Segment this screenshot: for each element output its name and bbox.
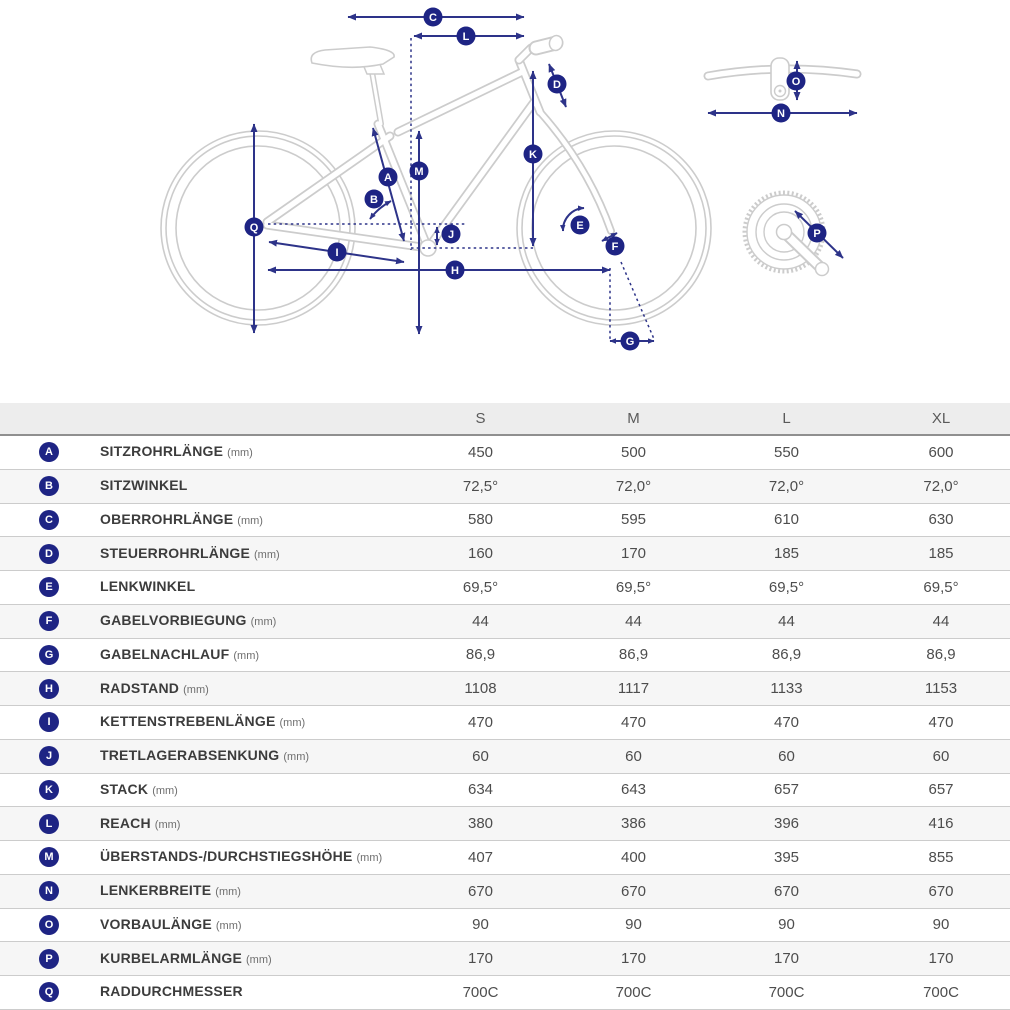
row-value-m: 60 — [625, 747, 642, 765]
row-label: RADDURCHMESSER — [100, 983, 243, 1000]
row-value-xl: 1153 — [924, 680, 958, 698]
row-unit: (mm) — [283, 751, 310, 764]
row-label: ÜBERSTANDS-/DURCHSTIEGSHÖHE — [100, 848, 353, 865]
row-value-xl: 630 — [928, 511, 954, 529]
row-label: REACH — [100, 814, 151, 831]
badge-k-icon — [524, 145, 543, 164]
row-value-m: 86,9 — [618, 646, 649, 664]
row-letter-badge: J — [39, 746, 59, 766]
row-letter-badge: I — [39, 712, 59, 732]
row-label-cell — [100, 713, 404, 731]
row-letter-badge: G — [39, 645, 59, 665]
table-row — [0, 504, 1010, 538]
size-column-header-l: L — [782, 410, 791, 427]
badge-b-icon — [365, 190, 384, 209]
row-label: SITZWINKEL — [100, 477, 188, 494]
table-row — [0, 774, 1010, 808]
table-header-row — [0, 403, 1010, 436]
row-value-s: 72,5° — [462, 477, 499, 495]
row-value-s: 160 — [467, 545, 494, 563]
row-value-s: 670 — [467, 882, 494, 900]
row-value-l: 1133 — [770, 680, 803, 698]
table-row — [0, 571, 1010, 605]
row-value-m: 72,0° — [615, 477, 652, 495]
row-value-xl: 416 — [928, 815, 954, 833]
table-row — [0, 436, 1010, 470]
row-value-s: 44 — [472, 612, 489, 630]
badge-g-icon — [621, 332, 640, 351]
badge-n-icon — [772, 104, 791, 123]
badge-letter: L — [462, 31, 470, 43]
row-value-m: 386 — [620, 815, 647, 833]
table-row — [0, 639, 1010, 673]
fork-outline — [540, 112, 611, 231]
row-unit: (mm) — [215, 886, 241, 899]
geometry-table — [0, 403, 1010, 1010]
row-letter-badge: E — [39, 577, 59, 597]
row-value-m: 1117 — [617, 680, 650, 698]
saddle — [311, 47, 394, 74]
handlebar-top-view — [708, 58, 857, 100]
row-label-cell — [100, 612, 404, 630]
row-value-xl: 90 — [932, 916, 950, 934]
row-value-s: 69,5° — [462, 578, 499, 596]
row-label-cell — [100, 578, 404, 596]
row-value-s: 86,9 — [465, 646, 496, 664]
table-row — [0, 807, 1010, 841]
row-value-l: 72,0° — [768, 477, 805, 495]
badge-letter: O — [791, 76, 801, 88]
geometry-diagram — [0, 0, 1010, 396]
row-label: LENKERBREITE — [100, 882, 212, 899]
row-value-l: 396 — [773, 815, 800, 833]
table-row — [0, 909, 1010, 943]
row-value-m: 595 — [620, 511, 647, 529]
row-label-cell — [100, 443, 404, 461]
row-value-m: 90 — [625, 916, 642, 934]
row-value-l: 185 — [773, 545, 800, 563]
frame-core — [267, 60, 540, 248]
row-value-s: 700C — [462, 983, 499, 1001]
row-value-l: 69,5° — [768, 578, 805, 596]
table-row — [0, 470, 1010, 504]
row-unit: (mm) — [254, 548, 280, 561]
badge-e-icon — [571, 216, 590, 235]
badge-q-icon — [245, 218, 264, 237]
row-value-s: 90 — [472, 916, 489, 934]
row-value-s: 1108 — [464, 680, 497, 698]
row-value-m: 170 — [620, 545, 647, 563]
badge-letter: C — [429, 12, 437, 24]
row-value-xl: 600 — [928, 443, 954, 461]
table-row — [0, 875, 1010, 909]
row-letter-badge: F — [39, 611, 59, 631]
bike-geometry-svg — [0, 0, 1010, 396]
table-row — [0, 942, 1010, 976]
row-value-xl: 185 — [928, 545, 954, 563]
row-value-xl: 470 — [928, 713, 954, 731]
badge-letter: A — [384, 172, 392, 184]
row-value-l: 670 — [773, 882, 800, 900]
row-letter-badge: P — [39, 949, 59, 969]
row-letter-badge: Q — [39, 982, 59, 1002]
row-unit: (mm) — [154, 818, 181, 831]
table-row — [0, 976, 1010, 1010]
row-value-l: 395 — [773, 848, 800, 866]
row-label: GABELNACHLAUF — [100, 645, 230, 662]
badge-p-icon — [808, 224, 827, 243]
row-label: OBERROHRLÄNGE — [100, 510, 234, 527]
table-row — [0, 706, 1010, 740]
row-label: VORBAULÄNGE — [100, 915, 212, 932]
row-label-cell — [100, 545, 404, 563]
row-label: RADSTAND — [100, 679, 180, 696]
row-value-s: 170 — [467, 950, 494, 968]
row-label: KETTENSTREBENLÄNGE — [100, 713, 276, 730]
row-label-cell — [100, 983, 404, 1001]
row-value-l: 90 — [778, 916, 795, 934]
row-value-l: 170 — [773, 950, 800, 968]
row-label: STEUERROHRLÄNGE — [100, 544, 251, 561]
row-label: KURBELARMLÄNGE — [100, 949, 243, 966]
row-value-m: 470 — [620, 713, 647, 731]
badge-letter: I — [335, 247, 339, 259]
badge-letter: M — [414, 166, 424, 178]
row-label-cell — [100, 848, 404, 866]
row-label-cell — [100, 882, 404, 900]
row-value-s: 450 — [467, 443, 494, 461]
row-value-s: 380 — [467, 815, 494, 833]
row-label-cell — [100, 950, 404, 968]
row-label: SITZROHRLÄNGE — [100, 443, 224, 460]
row-letter-badge: H — [39, 679, 59, 699]
badge-letter: F — [611, 241, 619, 253]
row-letter-badge: L — [39, 814, 59, 834]
row-value-l: 610 — [773, 511, 800, 529]
geometry-table-body — [0, 436, 1010, 1010]
row-unit: (mm) — [227, 447, 253, 460]
row-value-xl: 670 — [928, 882, 954, 900]
badge-f-icon — [606, 237, 625, 256]
row-value-xl: 170 — [928, 950, 954, 968]
row-label: LENKWINKEL — [100, 578, 196, 595]
row-value-xl: 700C — [923, 983, 959, 1001]
table-row — [0, 740, 1010, 774]
badge-letter: B — [370, 194, 378, 206]
row-value-m: 400 — [620, 848, 647, 866]
row-value-m: 670 — [620, 882, 647, 900]
row-value-xl: 44 — [932, 612, 950, 630]
row-label-cell — [100, 477, 404, 495]
row-value-xl: 86,9 — [926, 646, 956, 664]
row-value-s: 60 — [472, 747, 489, 765]
stem-and-grip — [519, 34, 564, 60]
row-unit: (mm) — [237, 514, 263, 527]
row-unit: (mm) — [152, 784, 178, 797]
table-row — [0, 841, 1010, 875]
row-unit: (mm) — [246, 953, 272, 966]
badge-d-icon — [548, 75, 567, 94]
row-letter-badge: O — [39, 915, 59, 935]
table-row — [0, 537, 1010, 571]
row-label-cell — [100, 781, 404, 799]
row-value-m: 700C — [615, 983, 652, 1001]
row-label-cell — [100, 815, 404, 833]
badge-letter: P — [813, 228, 821, 240]
row-value-l: 657 — [773, 781, 800, 799]
row-letter-badge: K — [39, 780, 59, 800]
row-letter-badge: M — [39, 847, 59, 867]
badge-letter: H — [451, 265, 459, 277]
row-value-l: 550 — [773, 443, 800, 461]
row-value-l: 44 — [778, 612, 795, 630]
badge-i-icon — [328, 243, 347, 262]
row-value-l: 60 — [778, 747, 795, 765]
badge-l-icon — [457, 27, 476, 46]
badge-j-icon — [442, 225, 461, 244]
row-value-l: 470 — [773, 713, 800, 731]
row-value-m: 643 — [620, 781, 647, 799]
row-value-s: 634 — [467, 781, 494, 799]
row-value-xl: 72,0° — [923, 477, 959, 495]
badge-letter: E — [576, 220, 584, 232]
row-value-xl: 657 — [928, 781, 954, 799]
row-label-cell — [100, 646, 404, 664]
row-value-xl: 855 — [928, 848, 954, 866]
badge-o-icon — [787, 72, 806, 91]
row-unit: (mm) — [250, 616, 277, 629]
row-unit: (mm) — [233, 649, 260, 662]
table-row — [0, 672, 1010, 706]
size-column-header-m: M — [627, 410, 640, 427]
row-label-cell — [100, 747, 404, 765]
row-value-s: 407 — [467, 848, 494, 866]
row-value-m: 500 — [620, 443, 647, 461]
badge-letter: K — [529, 149, 537, 161]
badge-c-icon — [424, 8, 443, 27]
badge-letter: D — [553, 79, 561, 91]
row-label: STACK — [100, 780, 149, 797]
table-row — [0, 605, 1010, 639]
row-value-m: 69,5° — [615, 578, 652, 596]
row-unit: (mm) — [183, 683, 209, 696]
badge-letter: Q — [249, 222, 259, 234]
row-label-cell — [100, 680, 404, 698]
size-column-header-s: S — [475, 410, 486, 427]
steering-axis-dashed — [621, 262, 654, 339]
row-letter-badge: A — [39, 442, 59, 462]
row-value-s: 580 — [467, 511, 494, 529]
badge-letter: N — [777, 108, 785, 120]
badge-h-icon — [446, 261, 465, 280]
row-unit: (mm) — [215, 919, 242, 932]
row-value-xl: 60 — [932, 747, 950, 765]
row-label: TRETLAGERABSENKUNG — [100, 747, 280, 764]
badge-m-icon — [410, 162, 429, 181]
row-label-cell — [100, 511, 404, 529]
row-value-m: 44 — [625, 612, 642, 630]
row-unit: (mm) — [279, 717, 306, 730]
badge-letter: G — [625, 336, 635, 348]
badge-a-icon — [379, 168, 398, 187]
row-letter-badge: C — [39, 510, 59, 530]
row-letter-badge: D — [39, 544, 59, 564]
row-value-l: 86,9 — [771, 646, 802, 664]
row-unit: (mm) — [356, 852, 383, 865]
size-column-header-xl: XL — [931, 410, 951, 427]
row-label-cell — [100, 916, 404, 934]
row-value-l: 700C — [768, 983, 805, 1001]
row-letter-badge: N — [39, 881, 59, 901]
row-value-m: 170 — [620, 950, 647, 968]
row-value-s: 470 — [467, 713, 494, 731]
row-label: GABELVORBIEGUNG — [100, 612, 247, 629]
row-letter-badge: B — [39, 476, 59, 496]
row-value-xl: 69,5° — [923, 578, 959, 596]
badge-letter: J — [447, 229, 455, 241]
